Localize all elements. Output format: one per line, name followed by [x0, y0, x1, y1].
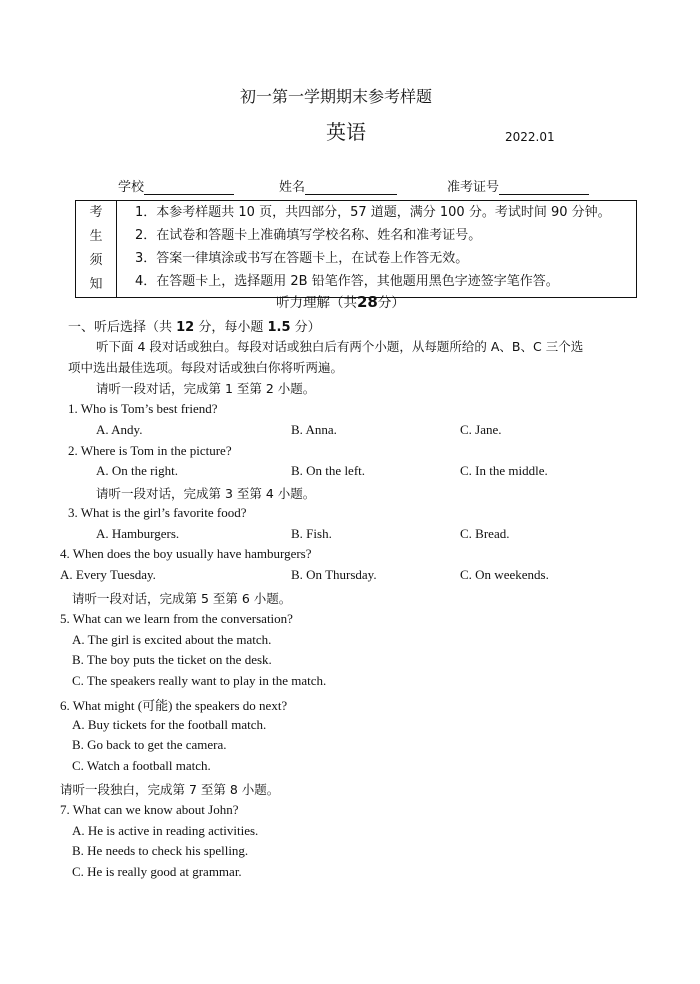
name-field	[279, 176, 397, 195]
exam-no-label: 准考证号	[447, 180, 500, 195]
listening-prompt: 请听一段对话，完成第 1 至第 2 小题。	[96, 381, 316, 396]
q5-option-c[interactable]: C. The speakers really want to play in the match.	[72, 673, 327, 688]
exam-date: 2022.01	[505, 130, 555, 144]
section-instructions-line2: 项中选出最佳选项。每段对话或独白你将听两遍。	[68, 360, 344, 375]
q2-option-b[interactable]: B. On the left.	[291, 463, 366, 478]
question-1: 1. Who is Tom’s best friend?	[68, 401, 218, 416]
q7-option-c[interactable]: C. He is really good at grammar.	[72, 864, 242, 879]
school-label: 学校	[118, 180, 145, 195]
q1-option-c[interactable]: C. Jane.	[460, 422, 502, 437]
section-instructions-line1: 听下面 4 段对话或独白。每段对话或独白后有两个小题，从每题所给的 A、B、C 三个选	[96, 339, 584, 354]
subject-title: 英语	[326, 120, 366, 144]
section-title: 一、听后选择（共 12 分，每小题 1.5 分）	[68, 320, 321, 335]
q4-option-b[interactable]: B. On Thursday.	[291, 567, 377, 582]
q4-option-a[interactable]: A. Every Tuesday.	[60, 567, 156, 582]
q3-option-c[interactable]: C. Bread.	[460, 526, 510, 541]
exam-no-field	[447, 176, 589, 195]
q2-option-c[interactable]: C. In the middle.	[460, 463, 548, 478]
q2-option-a[interactable]: A. On the right.	[96, 463, 178, 478]
part-title: 听力理解（共28分）	[276, 293, 405, 311]
q1-option-a[interactable]: A. Andy.	[96, 422, 143, 437]
q3-option-b[interactable]: B. Fish.	[291, 526, 332, 541]
q6-option-a[interactable]: A. Buy tickets for the football match.	[72, 717, 267, 732]
q5-option-b[interactable]: B. The boy puts the ticket on the desk.	[72, 652, 272, 667]
question-2: 2. Where is Tom in the picture?	[68, 443, 232, 458]
question-5: 5. What can we learn from the conversation?	[60, 611, 293, 626]
listening-prompt: 请听一段对话，完成第 5 至第 6 小题。	[72, 591, 292, 606]
notice-item: 1．本参考样题共 10 页，共四部分，57 道题，满分 100 分。考试时间 90 分钟。	[135, 205, 611, 220]
notice-item: 3．答案一律填涂或书写在答题卡上，在试卷上作答无效。	[135, 251, 469, 266]
listening-prompt: 请听一段独白，完成第 7 至第 8 小题。	[60, 782, 280, 797]
notice-item: 4．在答题卡上，选择题用 2B 铅笔作答，其他题用黑色字迹签字笔作答。	[135, 274, 559, 289]
question-4: 4. When does the boy usually have hamburgers?	[60, 546, 312, 561]
notice-item: 2．在试卷和答题卡上准确填写学校名称、姓名和准考证号。	[135, 228, 482, 243]
school-blank[interactable]	[144, 180, 234, 195]
q5-option-a[interactable]: A. The girl is excited about the match.	[72, 632, 272, 647]
exam-no-blank[interactable]	[499, 180, 589, 195]
notice-label: 考 生 须 知	[76, 201, 117, 298]
question-3: 3. What is the girl’s favorite food?	[68, 505, 247, 520]
q3-option-a[interactable]: A. Hamburgers.	[96, 526, 180, 541]
q7-option-b[interactable]: B. He needs to check his spelling.	[72, 843, 249, 858]
q7-option-a[interactable]: A. He is active in reading activities.	[72, 823, 259, 838]
school-field	[118, 176, 234, 195]
listening-prompt: 请听一段对话，完成第 3 至第 4 小题。	[96, 486, 316, 501]
name-label: 姓名	[279, 180, 306, 195]
notice-box	[75, 200, 637, 298]
q4-option-c[interactable]: C. On weekends.	[460, 567, 549, 582]
question-6: 6. What might (可能) the speakers do next?	[60, 698, 288, 713]
q6-option-b[interactable]: B. Go back to get the camera.	[72, 737, 227, 752]
q6-option-c[interactable]: C. Watch a football match.	[72, 758, 211, 773]
exam-title: 初一第一学期期末参考样题	[240, 87, 433, 106]
question-7: 7. What can we know about John?	[60, 802, 239, 817]
notice-items	[117, 201, 637, 298]
name-blank[interactable]	[305, 180, 397, 195]
q1-option-b[interactable]: B. Anna.	[291, 422, 337, 437]
